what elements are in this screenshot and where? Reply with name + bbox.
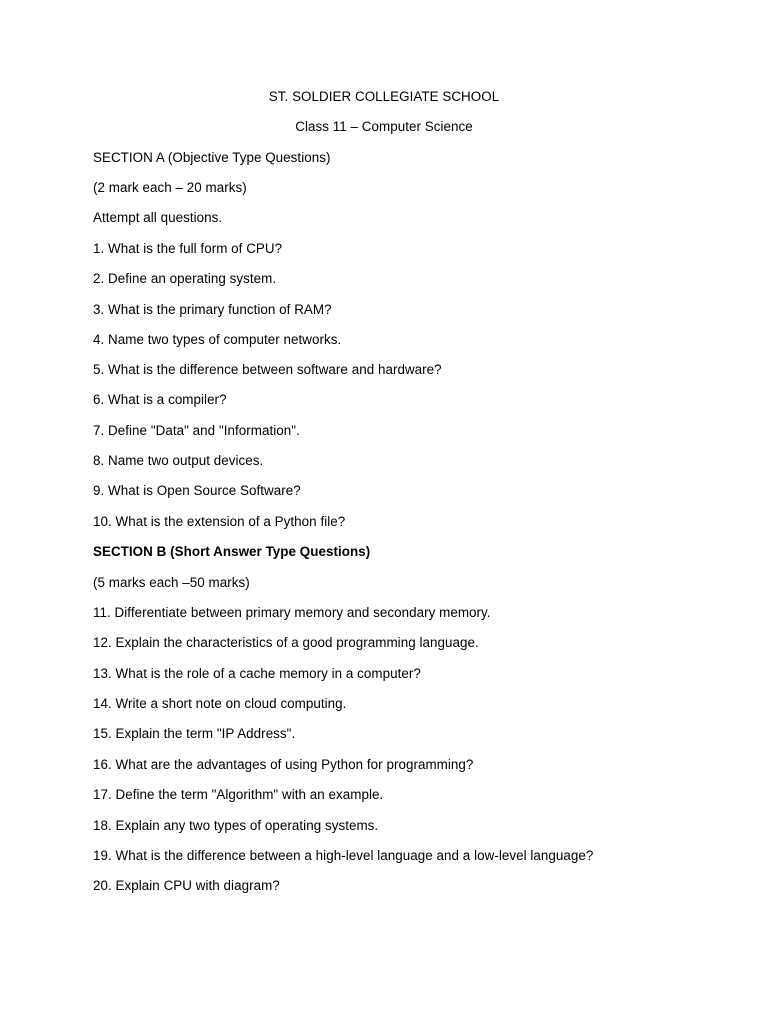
section-a-instruction: Attempt all questions. bbox=[93, 210, 223, 225]
question-item: 11. Differentiate between primary memory and secondary memory. bbox=[93, 605, 491, 620]
question-item: 19. What is the difference between a high-level language and a low-level language? bbox=[93, 848, 594, 863]
question-item: 13. What is the role of a cache memory in a computer? bbox=[93, 666, 421, 681]
section-b-title: SECTION B (Short Answer Type Questions) bbox=[93, 544, 371, 559]
question-item: 6. What is a compiler? bbox=[93, 392, 227, 407]
question-item: 10. What is the extension of a Python file? bbox=[93, 514, 346, 529]
question-item: 14. Write a short note on cloud computing. bbox=[93, 696, 347, 711]
question-item: 18. Explain any two types of operating systems. bbox=[93, 818, 379, 833]
section-a-title: SECTION A (Objective Type Questions) bbox=[93, 150, 331, 165]
question-item: 16. What are the advantages of using Python for programming? bbox=[93, 757, 474, 772]
section-a-marks: (2 mark each – 20 marks) bbox=[93, 180, 247, 195]
question-item: 1. What is the full form of CPU? bbox=[93, 241, 283, 256]
question-item: 20. Explain CPU with diagram? bbox=[93, 878, 280, 893]
question-item: 3. What is the primary function of RAM? bbox=[93, 302, 332, 317]
school-name: ST. SOLDIER COLLEGIATE SCHOOL bbox=[268, 89, 500, 104]
question-item: 17. Define the term "Algorithm" with an example. bbox=[93, 787, 384, 802]
question-item: 7. Define "Data" and "Information". bbox=[93, 423, 300, 438]
question-item: 8. Name two output devices. bbox=[93, 453, 264, 468]
question-item: 2. Define an operating system. bbox=[93, 271, 277, 286]
question-item: 12. Explain the characteristics of a good programming language. bbox=[93, 635, 479, 650]
question-item: 9. What is Open Source Software? bbox=[93, 483, 301, 498]
question-item: 15. Explain the term "IP Address". bbox=[93, 726, 296, 741]
question-item: 4. Name two types of computer networks. bbox=[93, 332, 342, 347]
question-item: 5. What is the difference between software and hardware? bbox=[93, 362, 442, 377]
class-subject: Class 11 – Computer Science bbox=[295, 119, 473, 134]
section-b-marks: (5 marks each –50 marks) bbox=[93, 575, 250, 590]
